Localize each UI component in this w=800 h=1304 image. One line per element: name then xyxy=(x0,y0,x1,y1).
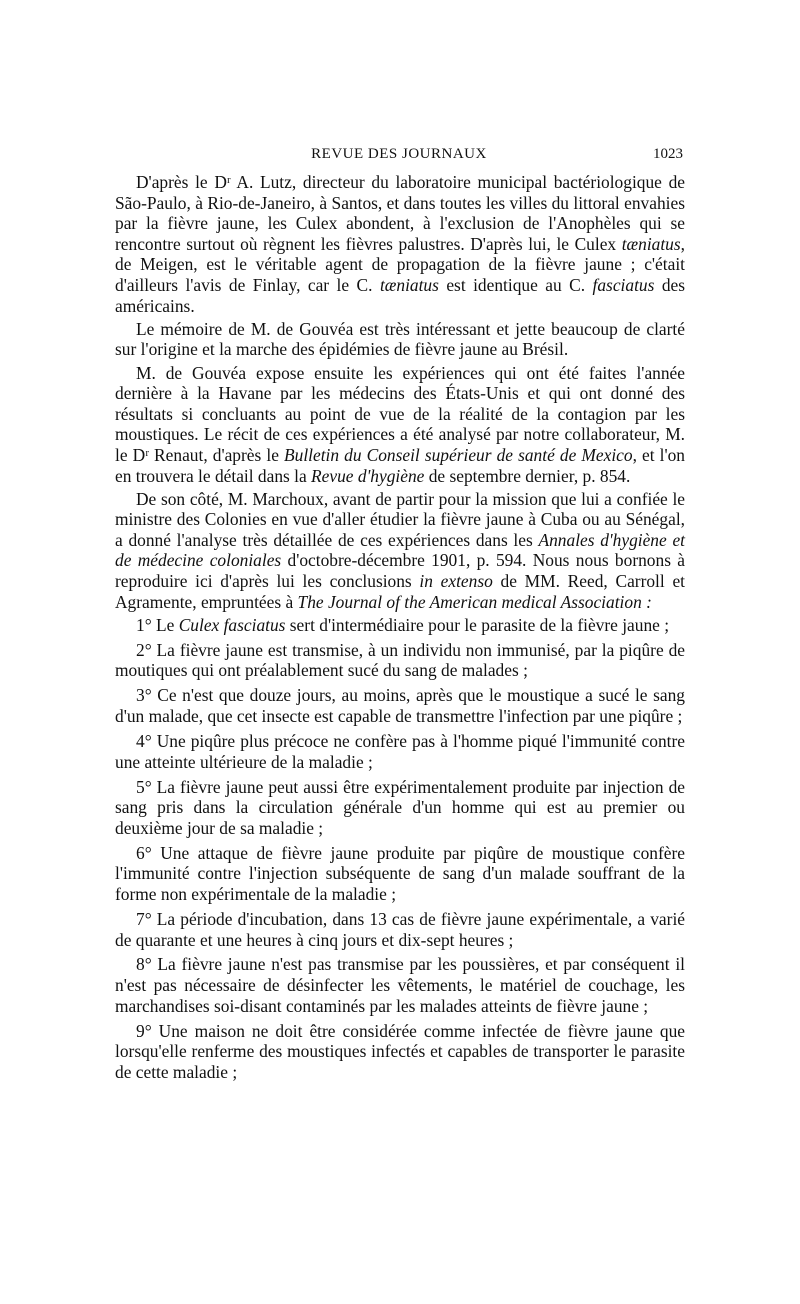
text-run: 8° La fièvre jaune n'est pas transmise par les poussières, et par conséquent il n'est pas nécessaire de désinfecter les vêtements, le matériel de couchage, les marchandises soi-disant contaminés par les malades atteints de fièvre jaune ; xyxy=(115,954,685,1016)
italic-text: fasciatus xyxy=(592,274,655,295)
italic-text: Revue d'hygiène xyxy=(311,465,425,486)
conclusion-item xyxy=(115,777,685,839)
text-run: de MM. Reed, Carroll et Agramente, empruntées à xyxy=(115,571,685,612)
text-run: , et l'on en trouvera le détail dans la xyxy=(115,444,685,486)
text-run: De son côté, M. Marchoux, avant de partir pour la mission que lui a confiée le ministre des Colonies en vue d'aller étudier la fièvre jaune à Cuba ou au Sénégal, a donné l'analyse très détaillée de ces expériences dans les xyxy=(115,488,685,550)
text-run: des américains. xyxy=(115,274,686,316)
paragraph xyxy=(115,319,685,360)
conclusion-item xyxy=(115,1021,685,1083)
text-run: 3° Ce n'est que douze jours, au moins, après que le moustique a sucé le sang d'un malade, que cet insecte est capable de transmettre l'infection par une piqûre ; xyxy=(115,685,685,726)
conclusion-item xyxy=(115,909,685,950)
paragraph xyxy=(115,489,685,613)
running-head xyxy=(115,146,683,168)
paragraph xyxy=(115,172,685,316)
text-run: Le mémoire de M. de Gouvéa est très intéressant et jette beaucoup de clarté sur l'origine et la marche des épidémies de fièvre jaune au Brésil. xyxy=(115,318,685,360)
italic-text: tæniatus xyxy=(621,233,681,254)
article-body xyxy=(115,172,685,1087)
running-title: REVUE DES JOURNAUX xyxy=(311,146,487,162)
text-run: D'après le Dʳ A. Lutz, directeur du laboratoire municipal bactériologique de São-Paulo, à Rio-de-Janeiro, à Santos, et dans toutes les villes du littoral envahies par la fièvre jaune, les Culex abondent, à l'exclusion de l'Anophèles qui se rencontre surtout où règnent les fièvres palustres. D'après lui, le Culex xyxy=(115,172,685,254)
italic-text: tæniatus xyxy=(379,274,439,295)
text-run: 2° La fièvre jaune est transmise, à un individu non immunisé, par la piqûre de moutiques qui ont préalablement sucé du sang de malades ; xyxy=(115,639,685,681)
italic-text: in extenso xyxy=(419,571,493,592)
text-run: 5° La fièvre jaune peut aussi être expérimentalement produite par injection de sang pris dans la circulation générale d'un homme qui est au premier ou deuxième jour de sa maladie ; xyxy=(115,776,685,838)
conclusion-item xyxy=(115,640,685,681)
text-run: 4° Une piqûre plus précoce ne confère pas à l'homme piqué l'immunité contre une atteinte ultérieure de la maladie ; xyxy=(115,730,685,772)
text-run: M. de Gouvéa expose ensuite les expériences qui ont été faites l'année dernière à la Havane par les médecins des États-Unis et qui ont donné des résultats si concluants au point de vue de la réalité de la contagion par les moustiques. Le récit de ces expériences a été analysé par notre collaborateur, M. le Dʳ Renaut, d'après le xyxy=(115,362,685,465)
paragraph xyxy=(115,363,685,487)
page-number: 1023 xyxy=(653,146,683,162)
italic-text: Culex fasciatus xyxy=(178,614,286,635)
italic-text: The Journal of the American medical Association : xyxy=(297,591,652,612)
text-run: d'octobre-décembre 1901, p. 594. Nous nous bornons à reproduire ici d'après lui les conclusions xyxy=(115,550,685,592)
conclusion-item xyxy=(115,843,685,905)
conclusion-item xyxy=(115,615,685,636)
text-run: est identique au C. xyxy=(438,274,593,295)
conclusion-item xyxy=(115,731,685,772)
text-run: 9° Une maison ne doit être considérée comme infectée de fièvre jaune que lorsqu'elle renferme des moustiques infectés et capables de transporter le parasite de cette maladie ; xyxy=(115,1020,685,1082)
text-run: de septembre dernier, p. 854. xyxy=(424,465,631,486)
text-run: sert d'intermédiaire pour le parasite de la fièvre jaune ; xyxy=(285,614,670,635)
italic-text: Annales d'hygiène et de médecine coloniales xyxy=(115,529,686,571)
text-run: 6° Une attaque de fièvre jaune produite par piqûre de moustique confère l'immunité contre l'injection subséquente de sang d'un malade souffrant de la forme non expérimentale de la maladie ; xyxy=(115,842,685,904)
text-run: , de Meigen, est le véritable agent de propagation de la fièvre jaune ; c'était d'ailleurs l'avis de Finlay, car le C. xyxy=(115,233,685,295)
conclusion-item xyxy=(115,685,685,726)
text-run: 1° Le xyxy=(136,614,179,635)
italic-text: Bulletin du Conseil supérieur de santé de Mexico xyxy=(284,444,633,465)
conclusion-item xyxy=(115,954,685,1016)
text-run: 7° La période d'incubation, dans 13 cas de fièvre jaune expérimentale, a varié de quarante et une heures à cinq jours et dix-sept heures ; xyxy=(115,908,685,950)
